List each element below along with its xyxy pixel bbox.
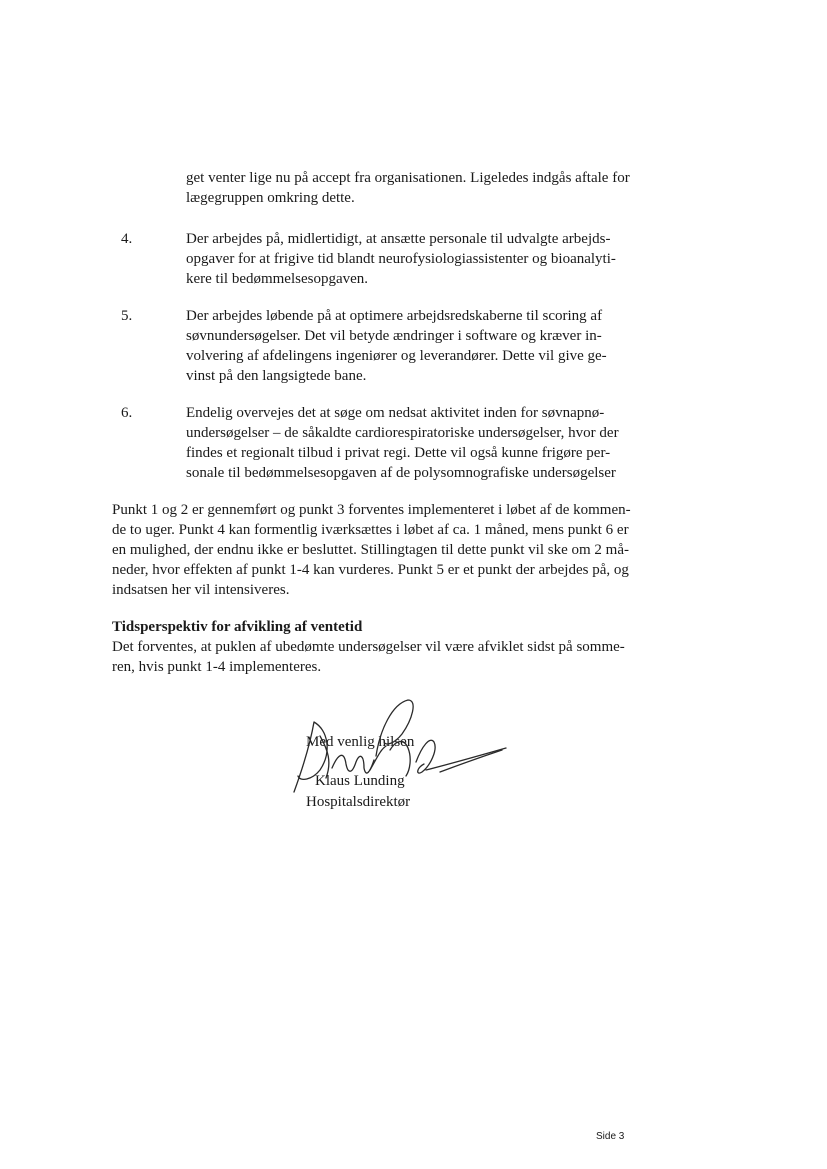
page-number: Side 3 (596, 1131, 625, 1142)
signer-title: Hospitalsdirektør (306, 794, 411, 810)
handwritten-signature (280, 690, 520, 805)
list-item-number: 6. (121, 405, 133, 421)
list-item-text: Der arbejdes på, midlertidigt, at ansætte personale til udvalgte arbejds-opgaver for at frigive tid blandt neurofysiologiassistenter og bioanalyti-kere til bedømmelsesopgaven. (186, 231, 616, 287)
section-body: Det forventes, at puklen af ubedømte undersøgelser vil være afviklet sidst på somme-ren, hvis punkt 1-4 implementeres. (112, 639, 625, 675)
signer-name: Klaus Lunding (315, 773, 405, 789)
continuation-paragraph: get venter lige nu på accept fra organisationen. Ligeledes indgås aftale for lægegruppen omkring dette. (186, 170, 630, 206)
list-item-number: 4. (121, 231, 133, 247)
summary-paragraph: Punkt 1 og 2 er gennemført og punkt 3 forventes implementeret i løbet af de kommen-de to uger. Punkt 4 kan formentlig iværksættes i løbet af ca. 1 måned, mens punkt 6 er en mulighed, der endnu ikke er besluttet. Stillingtagen til dette punkt vil ske om 2 må-neder, hvor effekten af punkt 1-4 kan vurderes. Punkt 5 er et punkt der arbejdes på, og indsatsen her vil intensiveres. (112, 502, 631, 598)
section-heading: Tidsperspektiv for afvikling af ventetid (112, 619, 363, 635)
list-item-number: 5. (121, 308, 133, 324)
list-item-text: Der arbejdes løbende på at optimere arbejdsredskaberne til scoring af søvnundersøgelser. Det vil betyde ændringer i software og kræver in-volvering af afdelingens ingeniører og leverandører. Dette vil give ge-vinst på den langsigtede bane. (186, 308, 607, 384)
closing-greeting: Med venlig hilsen (306, 734, 415, 750)
list-item-text: Endelig overvejes det at søge om nedsat aktivitet inden for søvnapnø-undersøgelser – de såkaldte cardiorespiratoriske undersøgelser, hvor der findes et regionalt tilbud i privat regi. Dette vil også kunne frigøre per-sonale til bedømmelsesopgaven af de polysomnografiske undersøgelser (186, 405, 619, 481)
